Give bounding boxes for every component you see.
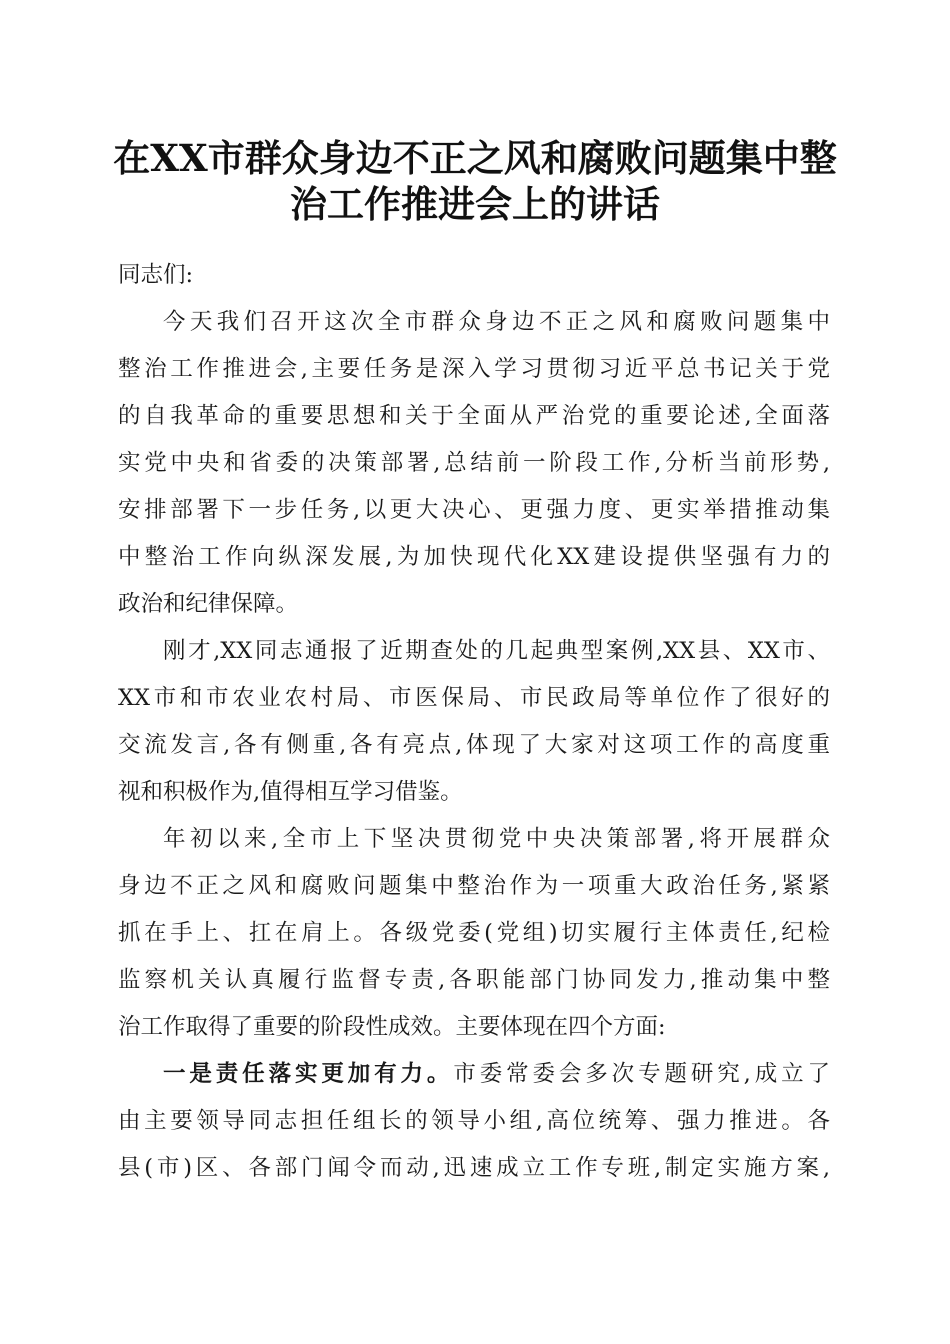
- paragraph-line: 中整治工作向纵深发展,为加快现代化XX建设提供坚强有力的: [118, 544, 830, 570]
- paragraph-line: 实党中央和省委的决策部署,总结前一阶段工作,分析当前形势,: [118, 450, 830, 476]
- paragraph-line: 今天我们召开这次全市群众身边不正之风和腐败问题集中: [163, 309, 830, 335]
- paragraph-line: 监察机关认真履行监督专责,各职能部门协同发力,推动集中整: [118, 967, 830, 993]
- paragraph-line: 由主要领导同志担任组长的领导小组,高位统筹、强力推进。各: [118, 1108, 830, 1134]
- paragraph-line: 的自我革命的重要思想和关于全面从严治党的重要论述,全面落: [118, 403, 830, 429]
- paragraph-line: 交流发言,各有侧重,各有亮点,体现了大家对这项工作的高度重: [118, 732, 830, 758]
- title-line: 在XX市群众身边不正之风和腐败问题集中整: [113, 136, 837, 180]
- document-body: [118, 252, 830, 1192]
- paragraph-line: 年初以来,全市上下坚决贯彻党中央决策部署,将开展群众: [163, 826, 830, 852]
- paragraph-line: 整治工作推进会,主要任务是深入学习贯彻习近平总书记关于党: [118, 356, 830, 382]
- paragraph-line: 治工作取得了重要的阶段性成效。主要体现在四个方面:: [118, 1014, 666, 1040]
- title-line: 治工作推进会上的讲话: [290, 182, 660, 226]
- paragraph-2: [118, 628, 830, 816]
- paragraph-line: 政治和纪律保障。: [118, 591, 299, 617]
- paragraph-line: 刚才,XX同志通报了近期查处的几起典型案例,XX县、XX市、: [163, 638, 830, 664]
- paragraph-lead: 一是责任落实更加有力。: [163, 1061, 454, 1087]
- paragraph-line: 身边不正之风和腐败问题集中整治作为一项重大政治任务,紧紧: [118, 873, 830, 899]
- paragraph-line: 县(市)区、各部门闻令而动,迅速成立工作专班,制定实施方案,: [118, 1155, 830, 1181]
- document-title: [100, 135, 850, 227]
- paragraph-line: XX市和市农业农村局、市医保局、市民政局等单位作了很好的: [118, 685, 830, 711]
- paragraph-4: [118, 1051, 830, 1192]
- paragraph-1: [118, 299, 830, 628]
- salutation: 同志们:: [118, 262, 194, 288]
- paragraph-line: 抓在手上、扛在肩上。各级党委(党组)切实履行主体责任,纪检: [118, 920, 830, 946]
- paragraph-lead-rest: 市委常委会多次专题研究,成立了: [453, 1061, 830, 1087]
- paragraph-line: 安排部署下一步任务,以更大决心、更强力度、更实举措推动集: [118, 497, 830, 523]
- paragraph-line: 视和积极作为,值得相互学习借鉴。: [118, 779, 463, 805]
- paragraph-3: [118, 816, 830, 1051]
- paragraph-line: [118, 1051, 830, 1098]
